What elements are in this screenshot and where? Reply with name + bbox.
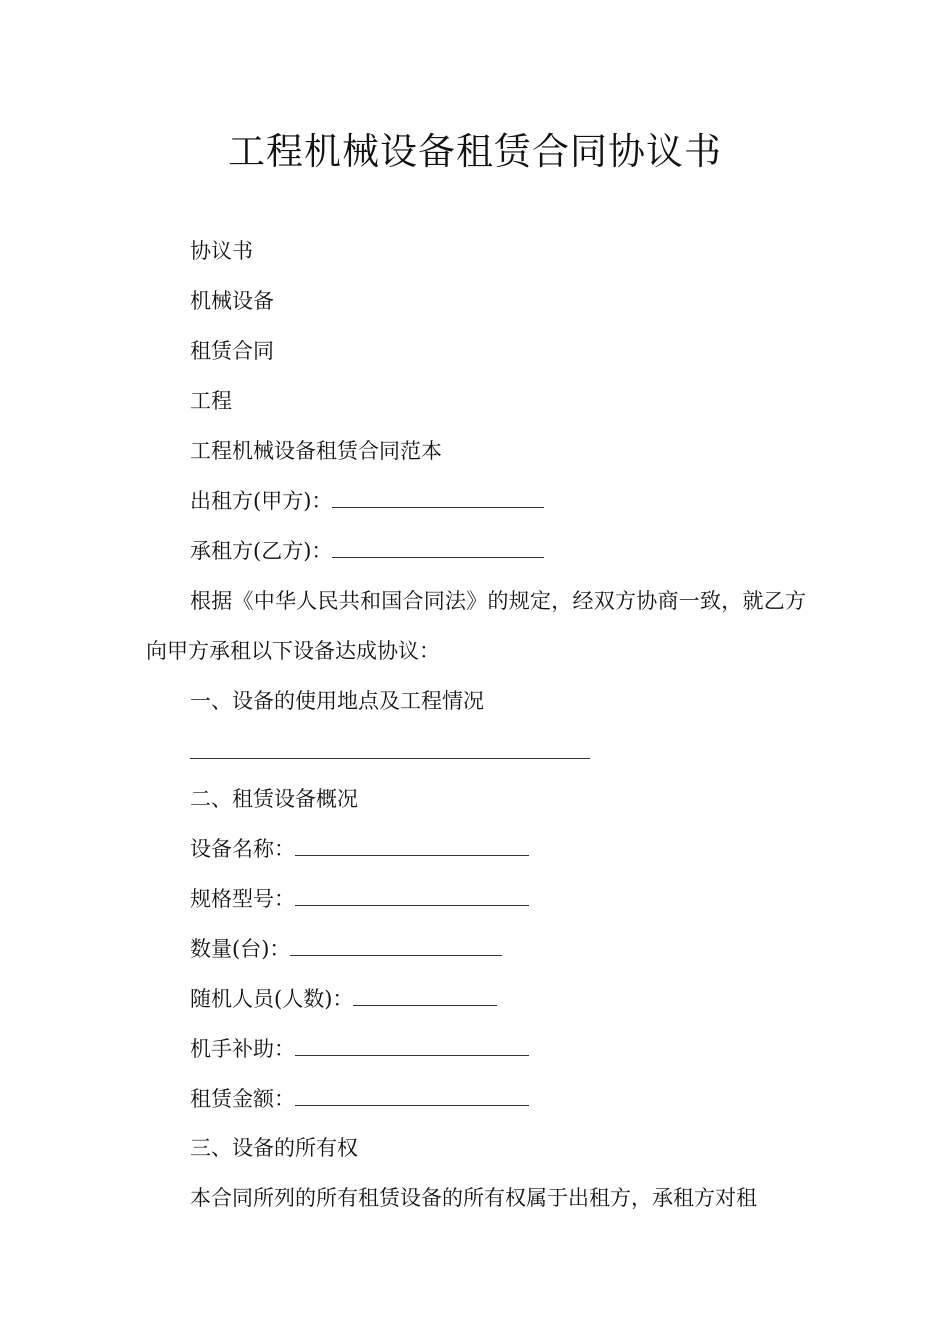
section1-heading: 一、设备的使用地点及工程情况 bbox=[190, 689, 484, 713]
keyword-lease-contract: 租赁合同 bbox=[190, 339, 274, 363]
lessor-label: 出租方(甲方)： bbox=[190, 489, 333, 513]
equipment-name-blank bbox=[295, 837, 529, 856]
section3-paragraph: 本合同所列的所有租赁设备的所有权属于出租方，承租方对租 bbox=[190, 1186, 757, 1210]
lessee-label: 承租方(乙方)： bbox=[190, 539, 333, 563]
subsidy-blank bbox=[295, 1037, 529, 1056]
amount-line bbox=[190, 1084, 529, 1114]
amount-blank bbox=[295, 1087, 529, 1106]
equipment-name-label: 设备名称： bbox=[190, 837, 295, 861]
subsidy-label: 机手补助： bbox=[190, 1037, 295, 1061]
intro-paragraph: 根据《中华人民共和国合同法》的规定，经双方协商一致，就乙方向甲方承租以下设备达成协议： bbox=[146, 589, 806, 663]
keyword-machinery: 机械设备 bbox=[190, 289, 274, 313]
keyword-engineering: 工程 bbox=[190, 389, 232, 413]
section3-heading: 三、设备的所有权 bbox=[190, 1136, 358, 1160]
lessee-line bbox=[190, 536, 544, 566]
lessee-blank bbox=[332, 539, 544, 558]
quantity-blank bbox=[290, 937, 502, 956]
quantity-line bbox=[190, 934, 502, 964]
document-title: 工程机械设备租赁合同协议书 bbox=[228, 130, 722, 173]
location-blank bbox=[190, 758, 590, 759]
staff-blank bbox=[353, 987, 497, 1006]
template-name: 工程机械设备租赁合同范本 bbox=[190, 439, 442, 463]
section2-heading: 二、租赁设备概况 bbox=[190, 787, 358, 811]
amount-label: 租赁金额： bbox=[190, 1087, 295, 1111]
subsidy-line bbox=[190, 1034, 529, 1064]
model-line bbox=[190, 884, 529, 914]
staff-label: 随机人员(人数)： bbox=[190, 987, 354, 1011]
model-label: 规格型号： bbox=[190, 887, 295, 911]
equipment-name-line bbox=[190, 834, 529, 864]
keyword-agreement: 协议书 bbox=[190, 239, 253, 263]
model-blank bbox=[295, 887, 529, 906]
quantity-label: 数量(台)： bbox=[190, 937, 291, 961]
lessor-blank bbox=[332, 489, 544, 508]
staff-line bbox=[190, 984, 497, 1014]
lessor-line bbox=[190, 486, 544, 516]
